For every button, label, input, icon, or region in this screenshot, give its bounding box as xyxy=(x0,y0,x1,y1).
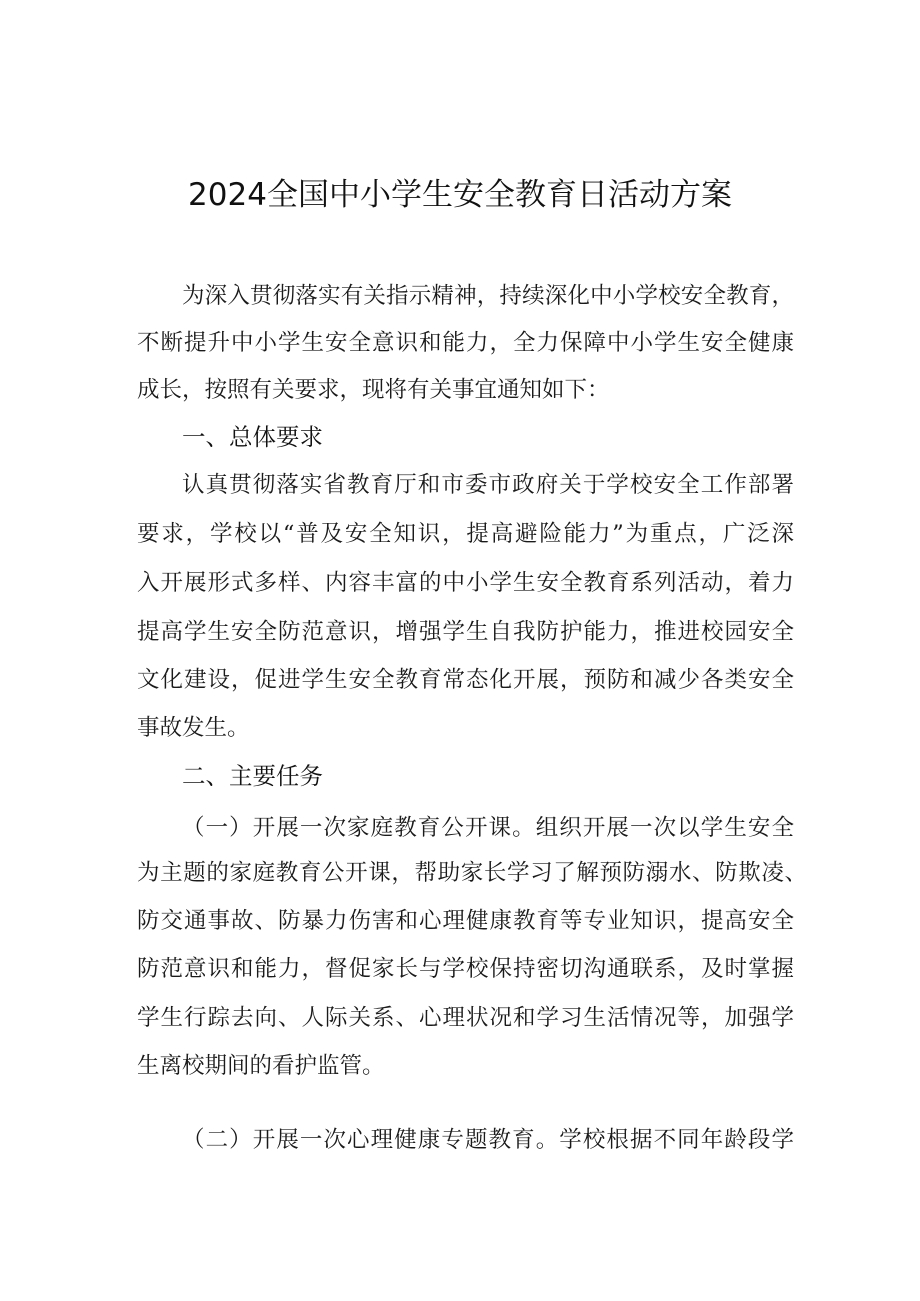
section1-line: 事故发生。 xyxy=(137,715,250,741)
section1-line: 提高学生安全防范意识，增强学生自我防护能力，推进校园安全 xyxy=(137,619,794,645)
section1-line: 入开展形式多样、内容丰富的中小学生安全教育系列活动，着力 xyxy=(137,570,794,596)
task1-line: 为主题的家庭教育公开课，帮助家长学习了解预防溺水、防欺凌、 xyxy=(137,860,807,886)
task1-line: 防交通事故、防暴力伤害和心理健康教育等专业知识，提高安全 xyxy=(137,908,794,934)
task1-line: 防范意识和能力，督促家长与学校保持密切沟通联系，及时掌握 xyxy=(137,956,794,982)
task1-line: 生离校期间的看护监管。 xyxy=(137,1053,385,1079)
section1-line: 文化建设，促进学生安全教育常态化开展，预防和减少各类安全 xyxy=(137,667,794,693)
task1-line: （一）开展一次家庭教育公开课。组织开展一次以学生安全 xyxy=(182,815,794,841)
document-title: 2024全国中小学生安全教育日活动方案 xyxy=(188,177,732,213)
section-heading-general-requirements: 一、总体要求 xyxy=(182,423,323,451)
intro-line: 成长，按照有关要求，现将有关事宜通知如下： xyxy=(137,377,610,403)
section-heading-main-tasks: 二、主要任务 xyxy=(182,762,323,790)
intro-line: 不断提升中小学生安全意识和能力，全力保障中小学生安全健康 xyxy=(137,330,794,356)
intro-line: 为深入贯彻落实有关指示精神，持续深化中小学校安全教育， xyxy=(182,283,794,309)
section1-line: 认真贯彻落实省教育厅和市委市政府关于学校安全工作部署 xyxy=(182,472,794,498)
task1-line: 学生行踪去向、人际关系、心理状况和学习生活情况等，加强学 xyxy=(137,1005,794,1031)
task2-line: （二）开展一次心理健康专题教育。学校根据不同年龄段学 xyxy=(182,1127,794,1153)
section1-line: 要求，学校以“普及安全知识，提高避险能力”为重点，广泛深 xyxy=(137,521,794,547)
